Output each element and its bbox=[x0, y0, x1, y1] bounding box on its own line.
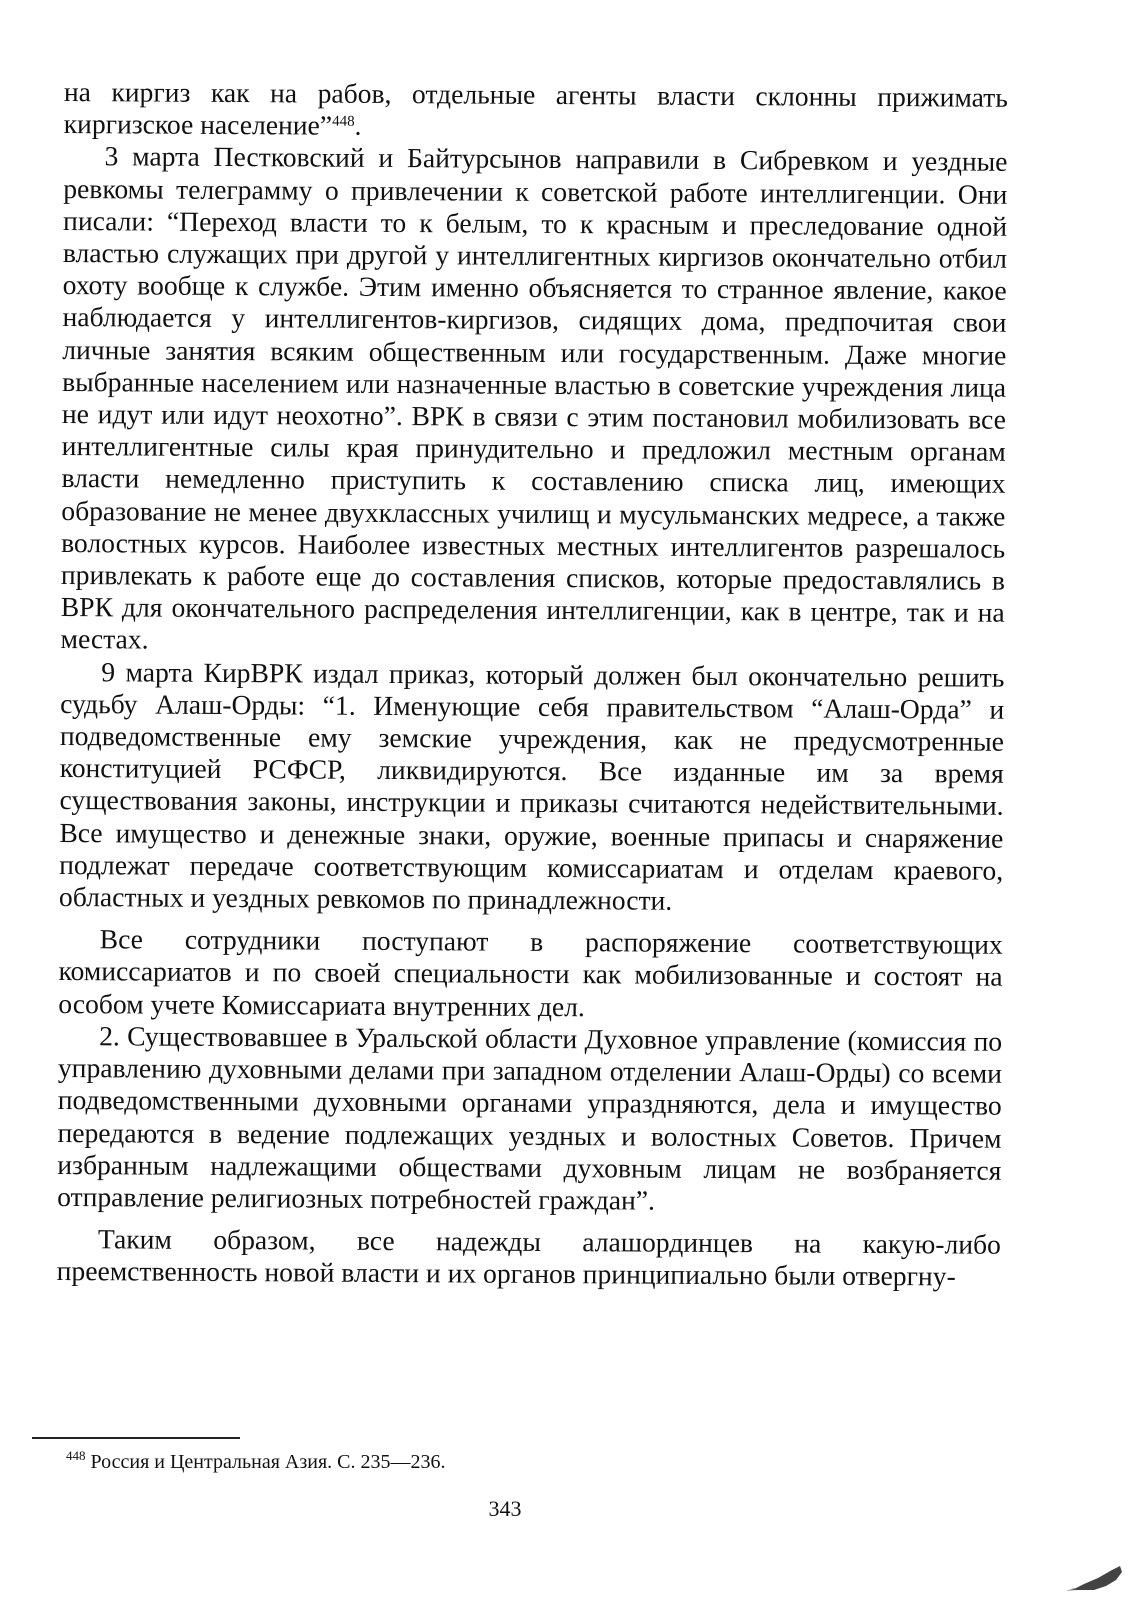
page-number: 343 bbox=[488, 1496, 522, 1521]
footnote-number: 448 bbox=[66, 1448, 86, 1463]
paragraph-5: 2. Существовавшее в Уральской области Духовное управление (комиссия по управлению духовными делами при западном отделении Алаш-Орды) со всеми подведомственными духовными органами упраздняются, дела и имущество передаются в ведение подлежащих уездных и волостных Советов. Причем избранным надлежащими обществами духовным лицам не возбраняется отправление религиозных потребностей граждан”. bbox=[57, 1020, 1003, 1216]
paragraph-6: Таким образом, все надежды алашординцев на какую-либо преемственность новой власти и их органов принципиально были отвергну- bbox=[56, 1223, 1001, 1292]
paragraph-2: 3 марта Пестковский и Байтурсынов направили в Сибревком и уездные ревкомы телеграмму о привлечении к советской работе интеллигенции. Они писали: “Переход власти то к белым, то к красным и преследование одной властью служащих при другой у интеллигентных киргизов окончательно отбил охоту вообще к службе. Этим именно объясняется то странное явление, какое наблюдается у интеллигентов-киргизов, сидящих дома, предпочитая свои личные занятия всяким общественным или государственным. Даже многие выбранные населением или назначенные властью в советские учреждения лица не идут или идут неохотно”. ВРК в связи с этим постановил мобилизовать все интеллигентные силы края принудительно и предложил местным органам власти немедленно приступить к составлению списка лиц, имеющих образование не менее двухклассных училищ и мусульманских медресе, а также волостных курсов. Наиболее известных местных интеллигентов разрешалось привлекать к работе еще до составления списков, которые предоставлялись в ВРК для окончательного распределения интеллигенции, как в центре, так и на местах. bbox=[60, 140, 1008, 655]
paragraph-1 bbox=[64, 76, 1008, 146]
footnote bbox=[66, 1450, 446, 1474]
scan-artifact-icon bbox=[1064, 1564, 1124, 1592]
paragraph-3: 9 марта КирВРК издал приказ, который должен был окончательно решить судьбу Алаш-Орды: “1. Именующие себя правительством “Алаш-Орда” и подведомственные ему земские учреждения, как не предусмотренные конституцией РСФСР, ликвидируются. Все изданные им за время существования законы, инструкции и приказы считаются недействительными. Все имущество и денежные знаки, оружие, военные припасы и снаряжение подлежат передаче соответствующим комиссариатам и отделам краевого, областных и уездных ревкомов по принадлежности. bbox=[58, 655, 1005, 916]
page-body bbox=[57, 76, 1008, 1293]
paragraph-4: Все сотрудники поступают в распоряжение соответствующих комиссариатов и по своей специальности как мобилизованные и состоят на особом учете Комиссариата внутренних дел. bbox=[58, 923, 1003, 1022]
paragraph-1-tail: . bbox=[354, 109, 362, 142]
footnote-divider bbox=[32, 1437, 240, 1439]
footnote-text: Россия и Центральная Азия. С. 235—236. bbox=[90, 1451, 446, 1473]
paragraph-1-text: на киргиз как на рабов, отдельные агенты власти склонны прижимать киргизское население” bbox=[63, 76, 1008, 141]
footnote-reference[interactable]: 448 bbox=[332, 113, 355, 130]
